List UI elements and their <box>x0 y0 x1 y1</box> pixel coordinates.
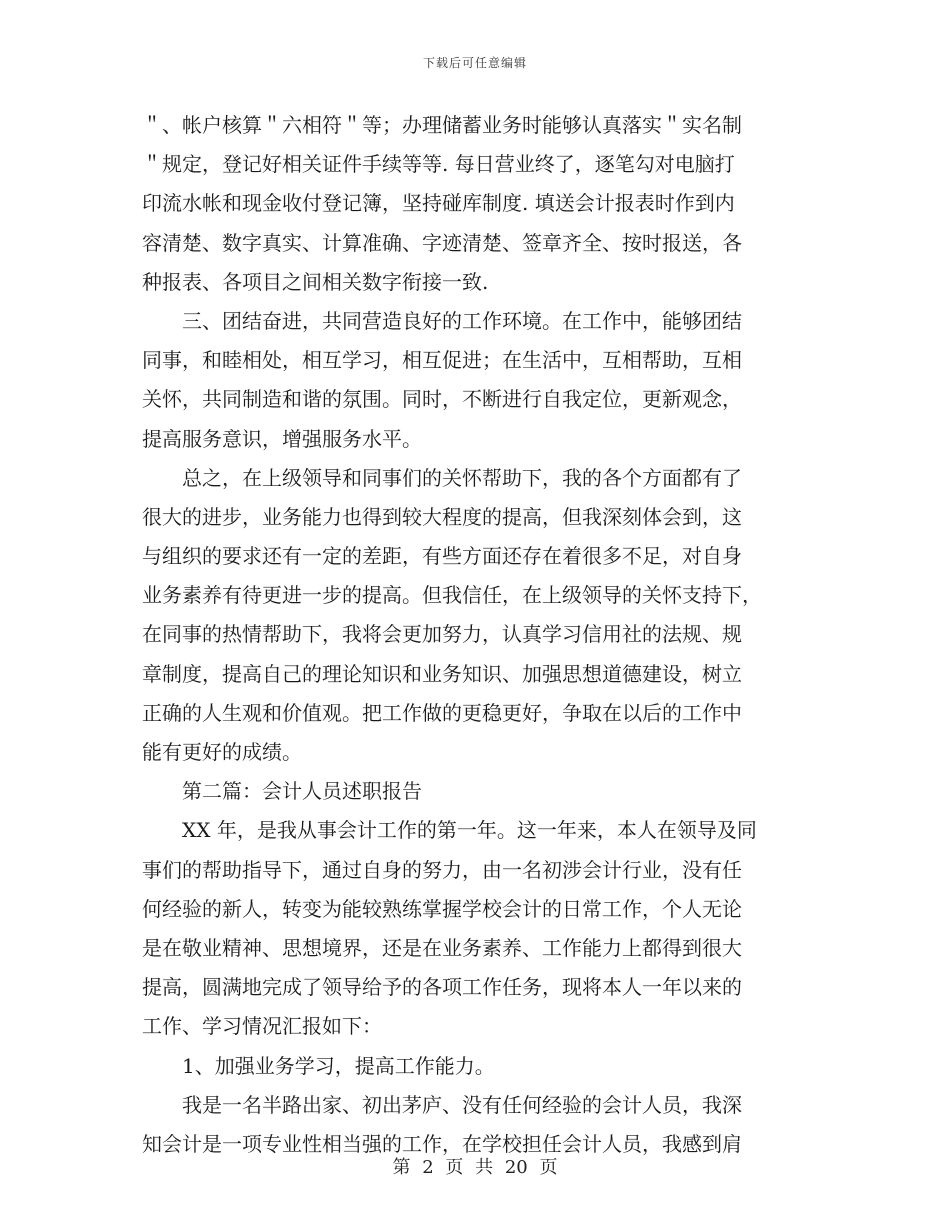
text-line: 我是一名半路出家、初出茅庐、没有任何经验的会计人员，我深 <box>182 1092 742 1117</box>
text-line: 章制度，提高自己的理论知识和业务知识、加强思想道德建设，树立 <box>142 661 742 686</box>
text-line: 总之，在上级领导和同事们的关怀帮助下，我的各个方面都有了 <box>182 465 742 490</box>
text-line: 1、加强业务学习，提高工作能力。 <box>182 1053 495 1078</box>
text-line: 三、团结奋进，共同营造良好的工作环境。在工作中，能够团结 <box>182 308 742 333</box>
text-line: 正确的人生观和价值观。把工作做的更稳更好，争取在以后的工作中 <box>142 700 742 725</box>
text-line: 工作、学习情况汇报如下： <box>142 1014 382 1039</box>
text-line: 在同事的热情帮助下，我将会更加努力，认真学习信用社的法规、规 <box>142 622 742 647</box>
text-line: 很大的进步，业务能力也得到较大程度的提高，但我深刻体会到，这 <box>142 504 742 529</box>
text-line: 提高，圆满地完成了领导给予的各项工作任务，现将本人一年以来的 <box>142 975 742 1000</box>
text-line: XX 年，是我从事会计工作的第一年。这一年来，本人在领导及同 <box>182 818 757 843</box>
text-line: 是在敬业精神、思想境界，还是在业务素养、工作能力上都得到很大 <box>142 935 742 960</box>
page-number: 第 2 页 共 20 页 <box>392 1157 558 1178</box>
text-line: 事们的帮助指导下，通过自身的努力，由一名初涉会计行业，没有任 <box>142 857 742 882</box>
text-line: 关怀，共同制造和谐的氛围。同时，不断进行自我定位，更新观念， <box>142 387 742 412</box>
text-line: ＂、帐户核算＂六相符＂等；办理储蓄业务时能够认真落实＂实名制 <box>142 113 742 137</box>
text-line: 提高服务意识，增强服务水平。 <box>142 426 422 451</box>
text-line: 业务素养有待更进一步的提高。但我信任，在上级领导的关怀支持下， <box>142 583 762 608</box>
text-line: 同事，和睦相处，相互学习，相互促进；在生活中，互相帮助，互相 <box>142 348 742 373</box>
text-line: 何经验的新人，转变为能较熟练掌握学校会计的日常工作，个人无论 <box>142 896 742 921</box>
document-body <box>142 106 810 1164</box>
text-line: ＂规定，登记好相关证件手续等等. 每日营业终了，逐笔勾对电脑打 <box>142 152 735 177</box>
page-header: 下载后可任意编辑 <box>422 56 527 70</box>
text-line: 种报表、各项目之间相关数字衔接一致. <box>142 269 489 294</box>
text-line: 印流水帐和现金收付登记簿，坚持碰库制度. 填送会计报表时作到内 <box>142 191 735 216</box>
text-line: 容清楚、数字真实、计算准确、字迹清楚、签章齐全、按时报送，各 <box>142 230 742 255</box>
text-line: 与组织的要求还有一定的差距，有些方面还存在着很多不足，对自身 <box>142 544 742 569</box>
text-line: 能有更好的成绩。 <box>142 740 302 764</box>
text-line: 第二篇：会计人员述职报告 <box>182 779 422 804</box>
text-line: 知会计是一项专业性相当强的工作，在学校担任会计人员，我感到肩 <box>142 1131 742 1156</box>
